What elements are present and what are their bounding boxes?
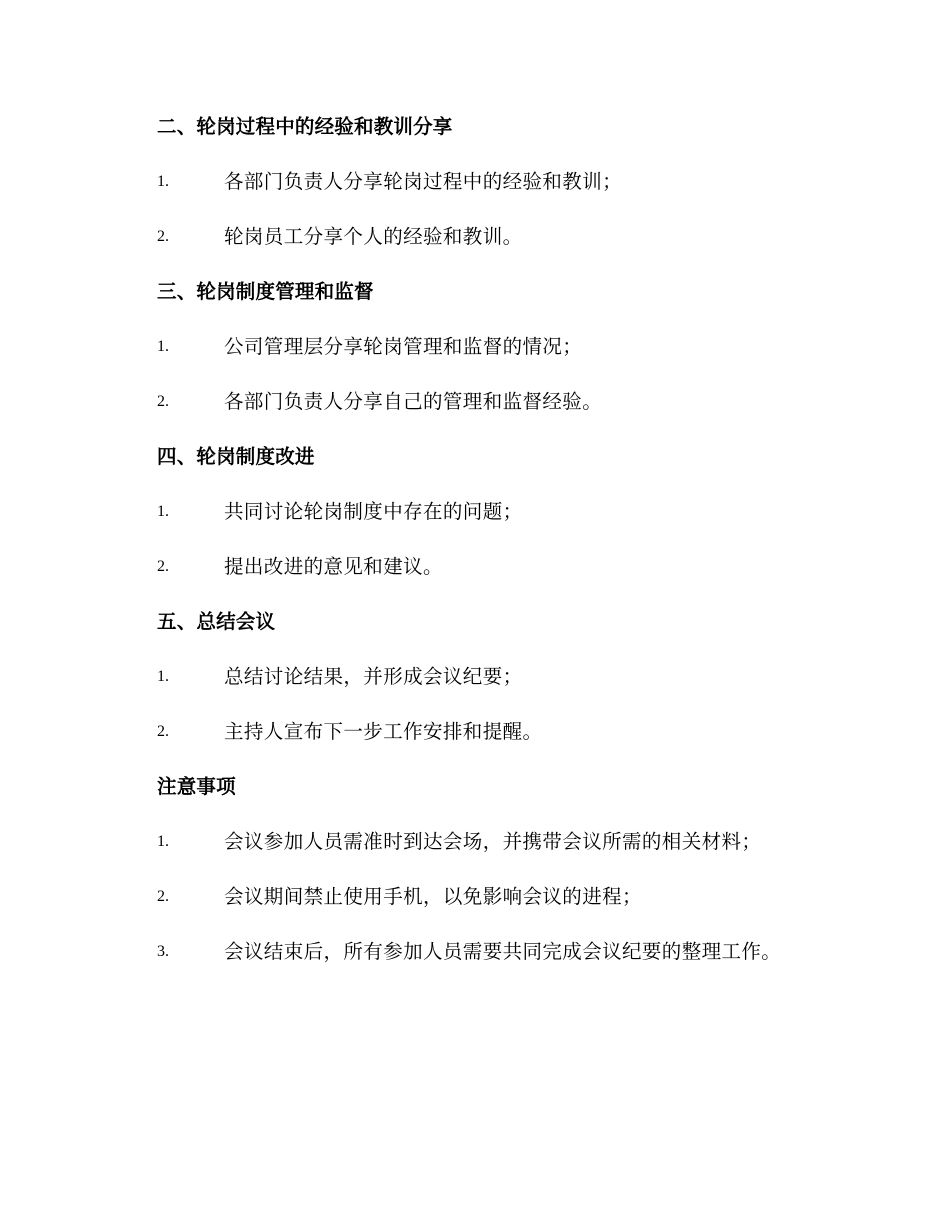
section-heading-management-supervision: 三、轮岗制度管理和监督 xyxy=(157,280,374,303)
list-item xyxy=(157,929,877,984)
list-item xyxy=(157,489,877,544)
list-number: 2. xyxy=(157,228,169,245)
list-text: 共同讨论轮岗制度中存在的问题； xyxy=(224,500,523,523)
list-number: 2. xyxy=(157,723,169,740)
list-item xyxy=(157,819,877,874)
list-text: 主持人宣布下一步工作安排和提醒。 xyxy=(224,720,543,743)
list-number: 1. xyxy=(157,173,169,190)
list-number: 2. xyxy=(157,558,169,575)
list-text: 各部门负责人分享自己的管理和监督经验。 xyxy=(224,390,603,413)
list-number: 3. xyxy=(157,943,169,960)
list-number: 1. xyxy=(157,338,169,355)
list-item xyxy=(157,324,877,379)
list-item xyxy=(157,544,877,599)
list-number: 1. xyxy=(157,833,169,850)
list-text: 提出改进的意见和建议。 xyxy=(224,555,443,578)
list-item xyxy=(157,214,877,269)
list-item xyxy=(157,159,877,214)
section-heading-system-improvement: 四、轮岗制度改进 xyxy=(157,445,315,468)
list-number: 2. xyxy=(157,888,169,905)
list-item xyxy=(157,874,877,929)
list-text: 会议参加人员需准时到达会场，并携带会议所需的相关材料； xyxy=(224,830,762,853)
list-item xyxy=(157,379,877,434)
document-body xyxy=(157,104,877,984)
list-text: 公司管理层分享轮岗管理和监督的情况； xyxy=(224,335,583,358)
list-text: 各部门负责人分享轮岗过程中的经验和教训； xyxy=(224,170,623,193)
section-heading-meeting-summary: 五、总结会议 xyxy=(157,610,276,633)
list-number: 2. xyxy=(157,393,169,410)
section-heading-notes: 注意事项 xyxy=(157,775,236,798)
section-heading-experience-sharing: 二、轮岗过程中的经验和教训分享 xyxy=(157,115,453,138)
list-number: 1. xyxy=(157,668,169,685)
list-number: 1. xyxy=(157,503,169,520)
list-text: 总结讨论结果，并形成会议纪要； xyxy=(224,665,523,688)
list-item xyxy=(157,709,877,764)
list-text: 轮岗员工分享个人的经验和教训。 xyxy=(224,225,523,248)
list-text: 会议结束后，所有参加人员需要共同完成会议纪要的整理工作。 xyxy=(224,940,782,963)
list-item xyxy=(157,654,877,709)
list-text: 会议期间禁止使用手机，以免影响会议的进程； xyxy=(224,885,642,908)
